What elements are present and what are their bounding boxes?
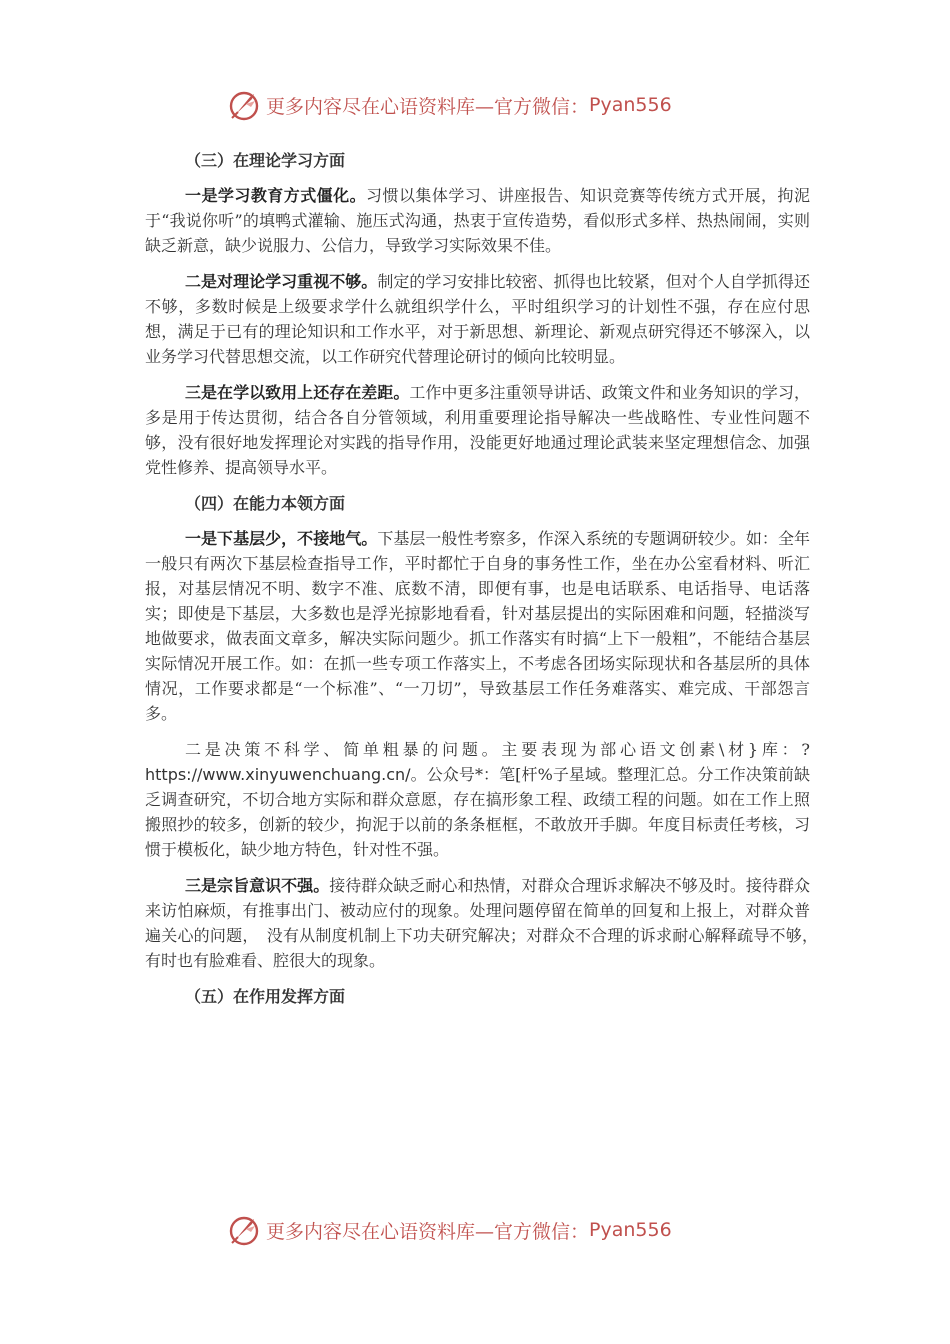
- paragraph-text: 。公众号*：笔[杆%子星域。整理汇总。分工作决策前缺乏调查研究，不切合地方实际和群众意愿，存在搞形象工程、政绩工程的问题。如在工作上照搬照抄的较多，创新的较少，拘泥于以前的条条框框，不敢放开手脚。年度目标责任考核，习惯于模板化，缺少地方特色，针对性不强。: [145, 765, 810, 859]
- quill-logo-icon: [228, 88, 262, 122]
- paragraph-lead: 一是下基层少，不接地气。: [185, 529, 378, 548]
- paragraph-text: 二是决策不科学、简单粗暴的问题。主要表现为部心语文创素\材}库：?: [185, 740, 810, 759]
- paragraph: [145, 269, 810, 369]
- watermark-id: Pyan556: [589, 94, 672, 116]
- watermark-text: 更多内容尽在心语资料库—官方微信：: [266, 95, 590, 118]
- watermark-text: 更多内容尽在心语资料库—官方微信：: [266, 1220, 590, 1243]
- section-heading-3: （三）在理论学习方面: [185, 151, 346, 170]
- paragraph: [145, 526, 810, 726]
- quill-logo-icon: [228, 1213, 262, 1247]
- paragraph: [145, 380, 810, 480]
- paragraph-lead: 三是在学以致用上还存在差距。: [185, 383, 410, 402]
- document-body: [145, 140, 827, 1019]
- paragraph: [145, 873, 827, 973]
- section-heading-5: （五）在作用发挥方面: [185, 987, 346, 1006]
- paragraph-text: 下基层一般性考察多，作深入系统的专题调研较少。如：全年一般只有两次下基层检查指导工作，平时都忙于自身的事务性工作，坐在办公室看材料、听汇报，对基层情况不明、数字不准、底数不清，即便有事，也是电话联系、电话指导、电话落实；即使是下基层，大多数也是浮光掠影地看看，针对基层提出的实际困难和问题，轻描淡写地做要求，做表面文章多，解决实际问题少。抓工作落实有时搞“上下一般粗”，不能结合基层实际情况开展工作。如：在抓一些专项工作落实上，不考虑各团场实际现状和各基层所的具体情况，工作要求都是“一个标准”、“一刀切”，导致基层工作任务难落实、难完成、干部怨言多。: [145, 529, 810, 723]
- section-heading-4: （四）在能力本领方面: [185, 494, 346, 513]
- watermark-banner-bottom: [228, 1213, 672, 1247]
- source-url[interactable]: https://www.xinyuwenchuang.cn/: [145, 765, 411, 784]
- paragraph-lead: 一是学习教育方式僵化。: [185, 186, 367, 205]
- watermark-banner-top: [228, 88, 672, 122]
- paragraph-lead: 二是对理论学习重视不够。: [185, 272, 378, 291]
- paragraph: [145, 737, 810, 862]
- paragraph: [145, 183, 810, 258]
- paragraph-lead: 三是宗旨意识不强。: [185, 876, 330, 895]
- paragraph-text: 接待群众缺乏耐心和热情，对群众合理诉求解决不够及时。接待群众来访怕麻烦，有推事出门、被动应付的现象。处理问题停留在简单的回复和上报上，对群众普遍关心的问题， 没有从制度机制上下功夫研究解决；对群众不合理的诉求耐心解释疏导不够， 有时也有脸难看、腔很大的现象。: [145, 876, 827, 970]
- paragraph-text: 习惯以集体学习、讲座报告、知识竞赛等传统方式开展，拘泥于“我说你听”的填鸭式灌输、施压式沟通，热衷于宣传造势，看似形式多样、热热闹闹，实则缺乏新意，缺少说服力、公信力，导致学习实际效果不佳。: [145, 186, 810, 255]
- watermark-id: Pyan556: [589, 1219, 672, 1241]
- paragraph-text: 制定的学习安排比较密、抓得也比较紧，但对个人自学抓得还不够，多数时候是上级要求学什么就组织学什么，平时组织学习的计划性不强，存在应付思想，满足于已有的理论知识和工作水平，对于新思想、新理论、新观点研究得还不够深入，以业务学习代替思想交流，以工作研究代替理论研讨的倾向比较明显。: [145, 272, 810, 366]
- paragraph-text: 工作中更多注重领导讲话、政策文件和业务知识的学习，多是用于传达贯彻，结合各自分管领域，利用重要理论指导解决一些战略性、专业性问题不够，没有很好地发挥理论对实践的指导作用，没能更好地通过理论武装来坚定理想信念、加强党性修养、提高领导水平。: [145, 383, 810, 477]
